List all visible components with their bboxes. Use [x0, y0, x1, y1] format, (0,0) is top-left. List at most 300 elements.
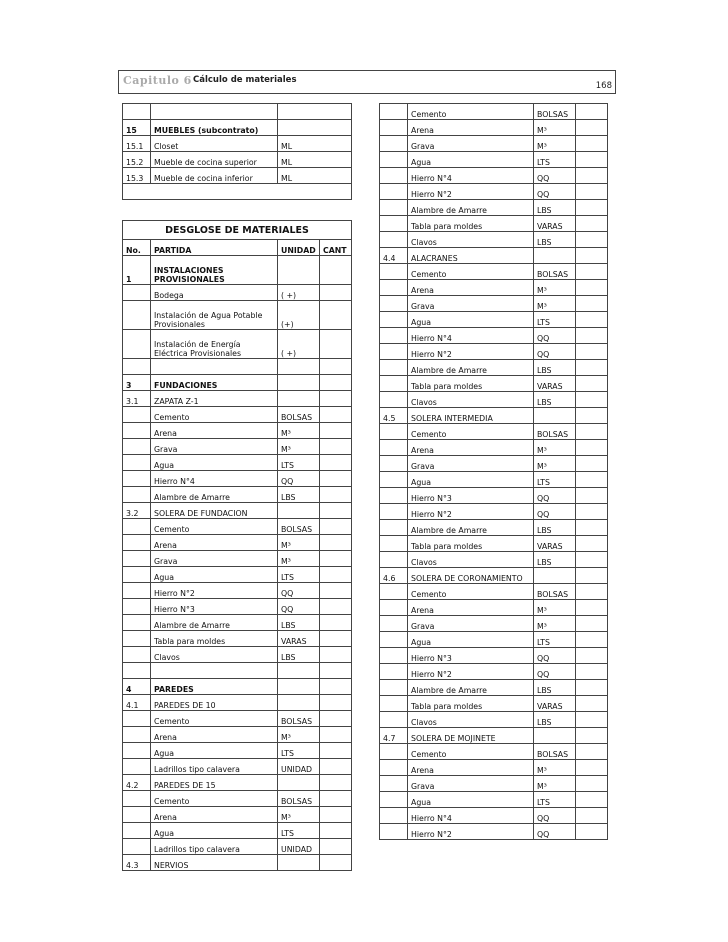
table-row: [380, 456, 608, 472]
row-number: [380, 136, 408, 152]
row-cant: [576, 408, 608, 424]
row-number: [380, 776, 408, 792]
row-cant: [320, 679, 352, 695]
page-number: 168: [595, 81, 612, 91]
row-partida: Grava: [408, 456, 534, 472]
row-partida: Clavos: [408, 392, 534, 408]
row-cant: [320, 599, 352, 615]
row-number: [380, 504, 408, 520]
row-cant: [576, 824, 608, 840]
row-number: 15.1: [123, 136, 151, 152]
row-number: [380, 184, 408, 200]
row-cant: [576, 152, 608, 168]
row-cant: [576, 296, 608, 312]
row-unidad: BOLSAS: [278, 711, 320, 727]
table-row: [380, 104, 608, 120]
row-partida: Grava: [151, 439, 278, 455]
row-number: [380, 712, 408, 728]
row-unidad: [534, 248, 576, 264]
row-partida: Agua: [408, 792, 534, 808]
row-cant: [320, 391, 352, 407]
row-partida: Grava: [408, 776, 534, 792]
row-unidad: ML: [278, 152, 352, 168]
table-row: [123, 471, 352, 487]
row-number: [380, 760, 408, 776]
row-partida: FUNDACIONES: [151, 375, 278, 391]
row-unidad: [278, 359, 320, 375]
row-unidad: M³: [278, 439, 320, 455]
row-partida: Tabla para moldes: [408, 376, 534, 392]
row-unidad: BOLSAS: [534, 584, 576, 600]
row-partida: Agua: [151, 823, 278, 839]
row-number: [380, 456, 408, 472]
row-partida: Alambre de Amarre: [408, 200, 534, 216]
row-unidad: [278, 775, 320, 791]
table-row: [123, 439, 352, 455]
row-number: [123, 423, 151, 439]
table-row: [380, 808, 608, 824]
row-partida: Arena: [408, 120, 534, 136]
row-number: [380, 200, 408, 216]
row-cant: [576, 104, 608, 120]
table-row: [380, 152, 608, 168]
row-unidad: [278, 503, 320, 519]
row-unidad: [278, 104, 352, 120]
row-unidad: ML: [278, 168, 352, 184]
row-number: [380, 616, 408, 632]
row-number: [123, 471, 151, 487]
row-partida: Grava: [408, 296, 534, 312]
table-row: [380, 216, 608, 232]
table-row: [123, 695, 352, 711]
row-unidad: VARAS: [534, 696, 576, 712]
row-partida: Hierro N°2: [408, 504, 534, 520]
table-row: [380, 312, 608, 328]
table-row: [380, 184, 608, 200]
row-cant: [320, 285, 352, 301]
table-row: [123, 487, 352, 503]
row-unidad: QQ: [534, 664, 576, 680]
table-row: [380, 680, 608, 696]
desglose-title: DESGLOSE DE MATERIALES: [123, 221, 352, 240]
row-number: [380, 344, 408, 360]
table-row: [380, 792, 608, 808]
row-number: [123, 663, 151, 679]
table-row: [380, 664, 608, 680]
table-row: [123, 535, 352, 551]
row-partida: SOLERA INTERMEDIA: [408, 408, 534, 424]
row-unidad: [278, 120, 352, 136]
row-unidad: ML: [278, 136, 352, 152]
row-number: [380, 392, 408, 408]
row-partida: Clavos: [408, 712, 534, 728]
row-unidad: M³: [534, 600, 576, 616]
table-row: [123, 727, 352, 743]
row-cant: [320, 487, 352, 503]
row-unidad: LBS: [534, 392, 576, 408]
row-partida: Alambre de Amarre: [151, 487, 278, 503]
row-cant: [576, 264, 608, 280]
row-cant: [576, 248, 608, 264]
row-unidad: M³: [534, 296, 576, 312]
chapter-subtitle: Cálculo de materiales: [193, 75, 297, 85]
table-row: [380, 344, 608, 360]
row-unidad: VARAS: [278, 631, 320, 647]
row-partida: Grava: [408, 616, 534, 632]
row-unidad: LTS: [278, 743, 320, 759]
row-unidad: [278, 663, 320, 679]
row-partida: Tabla para moldes: [408, 216, 534, 232]
row-cant: [320, 567, 352, 583]
table-row: [380, 440, 608, 456]
row-partida: Agua: [151, 455, 278, 471]
row-unidad: QQ: [534, 808, 576, 824]
table-row: [123, 120, 352, 136]
table-row: [123, 679, 352, 695]
row-unidad: LBS: [278, 647, 320, 663]
row-cant: [576, 616, 608, 632]
row-cant: [320, 535, 352, 551]
row-partida: Cemento: [408, 264, 534, 280]
row-partida: Instalación de Agua Potable Provisionales: [151, 301, 278, 330]
col-header-unidad: UNIDAD: [278, 240, 320, 256]
row-number: [123, 285, 151, 301]
row-number: [123, 330, 151, 359]
row-number: [380, 808, 408, 824]
row-number: [380, 104, 408, 120]
row-number: [380, 376, 408, 392]
row-number: [123, 535, 151, 551]
table-row: [380, 824, 608, 840]
table-row: [380, 600, 608, 616]
row-unidad: M³: [534, 456, 576, 472]
row-partida: Hierro N°4: [408, 808, 534, 824]
row-cant: [320, 330, 352, 359]
row-number: [123, 759, 151, 775]
row-number: [380, 552, 408, 568]
row-partida: ALACRANES: [408, 248, 534, 264]
row-partida: Arena: [151, 727, 278, 743]
row-unidad: [534, 408, 576, 424]
row-unidad: LBS: [534, 520, 576, 536]
row-number: [123, 807, 151, 823]
row-partida: Tabla para moldes: [408, 536, 534, 552]
row-partida: Mueble de cocina inferior: [151, 168, 278, 184]
row-unidad: QQ: [534, 824, 576, 840]
table-row: [380, 488, 608, 504]
page-header: [118, 70, 616, 94]
row-partida: ZAPATA Z-1: [151, 391, 278, 407]
chapter-label: Capitulo 6: [123, 74, 192, 87]
row-number: [123, 727, 151, 743]
row-number: [380, 824, 408, 840]
row-number: 4.6: [380, 568, 408, 584]
row-partida: Mueble de cocina superior: [151, 152, 278, 168]
row-cant: [320, 791, 352, 807]
row-cant: [576, 280, 608, 296]
row-number: 1: [123, 256, 151, 285]
row-number: [123, 839, 151, 855]
row-number: [380, 584, 408, 600]
row-partida: Hierro N°2: [151, 583, 278, 599]
row-cant: [576, 680, 608, 696]
row-unidad: LTS: [534, 472, 576, 488]
row-number: [123, 301, 151, 330]
row-number: [380, 632, 408, 648]
row-number: [380, 600, 408, 616]
row-cant: [576, 728, 608, 744]
row-partida: Hierro N°2: [408, 664, 534, 680]
row-unidad: QQ: [534, 648, 576, 664]
row-number: 4.5: [380, 408, 408, 424]
row-unidad: M³: [278, 807, 320, 823]
row-unidad: QQ: [278, 583, 320, 599]
table-row: [380, 648, 608, 664]
row-cant: [320, 256, 352, 285]
row-number: [380, 296, 408, 312]
row-cant: [576, 184, 608, 200]
row-cant: [576, 792, 608, 808]
table-row: [123, 583, 352, 599]
row-unidad: QQ: [534, 328, 576, 344]
row-number: [123, 743, 151, 759]
row-number: [380, 472, 408, 488]
row-number: [380, 680, 408, 696]
row-unidad: UNIDAD: [278, 839, 320, 855]
row-partida: SOLERA DE FUNDACION: [151, 503, 278, 519]
row-cant: [320, 647, 352, 663]
table-row: [123, 104, 352, 120]
row-number: 3.2: [123, 503, 151, 519]
row-partida: Clavos: [408, 552, 534, 568]
row-unidad: LTS: [278, 567, 320, 583]
row-unidad: BOLSAS: [534, 264, 576, 280]
row-unidad: LTS: [534, 792, 576, 808]
row-partida: Clavos: [151, 647, 278, 663]
table-row: [380, 760, 608, 776]
row-partida: Hierro N°4: [151, 471, 278, 487]
row-cant: [576, 664, 608, 680]
row-cant: [576, 200, 608, 216]
row-unidad: LBS: [534, 232, 576, 248]
col-header-cant: CANT: [320, 240, 352, 256]
row-partida: Cemento: [151, 407, 278, 423]
row-unidad: UNIDAD: [278, 759, 320, 775]
table-row: [380, 200, 608, 216]
table-row: [123, 375, 352, 391]
row-cant: [320, 855, 352, 871]
row-number: [123, 359, 151, 375]
row-unidad: [534, 568, 576, 584]
row-unidad: [278, 391, 320, 407]
row-partida: Hierro N°3: [408, 488, 534, 504]
row-cant: [576, 216, 608, 232]
table-row: [123, 407, 352, 423]
row-unidad: [278, 695, 320, 711]
row-unidad: VARAS: [534, 216, 576, 232]
row-number: [380, 536, 408, 552]
table-row: [380, 616, 608, 632]
row-number: [380, 664, 408, 680]
col-header-partida: PARTIDA: [151, 240, 278, 256]
row-cant: [576, 584, 608, 600]
row-cant: [320, 743, 352, 759]
table-row: [380, 376, 608, 392]
row-unidad: M³: [534, 776, 576, 792]
row-partida: Cemento: [151, 711, 278, 727]
row-number: [380, 424, 408, 440]
row-partida: Cemento: [151, 519, 278, 535]
row-number: [380, 696, 408, 712]
row-cant: [320, 615, 352, 631]
row-number: [380, 440, 408, 456]
table-row: [123, 391, 352, 407]
table-row: [380, 360, 608, 376]
row-number: 15: [123, 120, 151, 136]
table-row: [123, 823, 352, 839]
row-unidad: LTS: [278, 455, 320, 471]
row-cant: [576, 136, 608, 152]
row-cant: [576, 520, 608, 536]
row-number: [123, 439, 151, 455]
row-unidad: VARAS: [534, 536, 576, 552]
table-row: [380, 744, 608, 760]
row-number: 4.2: [123, 775, 151, 791]
row-partida: INSTALACIONES PROVISIONALES: [151, 256, 278, 285]
row-partida: PAREDES DE 10: [151, 695, 278, 711]
row-cant: [576, 488, 608, 504]
row-cant: [320, 471, 352, 487]
row-partida: Tabla para moldes: [408, 696, 534, 712]
row-partida: Alambre de Amarre: [408, 520, 534, 536]
row-partida: Cemento: [408, 584, 534, 600]
table-row: [380, 504, 608, 520]
row-cant: [576, 760, 608, 776]
row-cant: [320, 663, 352, 679]
table-row: [123, 551, 352, 567]
table-row: [123, 184, 352, 200]
row-cant: [576, 744, 608, 760]
row-number: [380, 328, 408, 344]
row-partida: MUEBLES (subcontrato): [151, 120, 278, 136]
table-row: [123, 359, 352, 375]
row-cant: [576, 168, 608, 184]
row-unidad: LTS: [278, 823, 320, 839]
row-unidad: QQ: [534, 344, 576, 360]
row-partida: Agua: [408, 632, 534, 648]
row-number: 15.3: [123, 168, 151, 184]
table-row: [380, 136, 608, 152]
row-unidad: QQ: [278, 599, 320, 615]
table-row: [123, 519, 352, 535]
table-row: [123, 256, 352, 285]
table-row: [380, 392, 608, 408]
table-row: [380, 568, 608, 584]
row-partida: Agua: [151, 567, 278, 583]
table-row: [123, 330, 352, 359]
table-row: [123, 807, 352, 823]
row-unidad: BOLSAS: [534, 744, 576, 760]
row-number: 4: [123, 679, 151, 695]
row-cant: [320, 807, 352, 823]
table-row: [380, 168, 608, 184]
muebles-table: [122, 103, 352, 200]
row-unidad: ( +): [278, 330, 320, 359]
row-partida: Grava: [408, 136, 534, 152]
row-number: [123, 487, 151, 503]
table-row: [123, 136, 352, 152]
row-number: [380, 520, 408, 536]
table-row: [380, 552, 608, 568]
row-number: [380, 792, 408, 808]
row-number: [380, 232, 408, 248]
row-partida: Ladrillos tipo calavera: [151, 839, 278, 855]
row-number: 4.7: [380, 728, 408, 744]
table-row: [380, 120, 608, 136]
row-number: [123, 599, 151, 615]
row-number: [380, 120, 408, 136]
row-cant: [576, 456, 608, 472]
row-partida: Bodega: [151, 285, 278, 301]
row-unidad: LBS: [278, 615, 320, 631]
row-number: [123, 519, 151, 535]
row-partida: Grava: [151, 551, 278, 567]
row-partida: Hierro N°3: [408, 648, 534, 664]
row-unidad: M³: [534, 616, 576, 632]
row-number: [380, 312, 408, 328]
row-partida: Clavos: [408, 232, 534, 248]
col-header-no: No.: [123, 240, 151, 256]
table-row: [123, 168, 352, 184]
row-unidad: QQ: [534, 488, 576, 504]
row-cant: [320, 823, 352, 839]
row-number: [123, 407, 151, 423]
table-row: [123, 285, 352, 301]
row-partida: [151, 104, 278, 120]
row-cant: [320, 503, 352, 519]
row-partida: Arena: [151, 807, 278, 823]
row-cant: [320, 455, 352, 471]
row-partida: SOLERA DE CORONAMIENTO: [408, 568, 534, 584]
row-cant: [576, 696, 608, 712]
row-partida: Agua: [408, 152, 534, 168]
row-unidad: [278, 679, 320, 695]
table-row: [380, 424, 608, 440]
row-unidad: BOLSAS: [534, 424, 576, 440]
row-cant: [320, 407, 352, 423]
row-unidad: [534, 728, 576, 744]
row-number: [380, 168, 408, 184]
table-row: [123, 301, 352, 330]
row-unidad: QQ: [534, 184, 576, 200]
row-unidad: VARAS: [534, 376, 576, 392]
row-cant: [320, 375, 352, 391]
table-row: [123, 455, 352, 471]
row-partida: NERVIOS: [151, 855, 278, 871]
table-row: [380, 728, 608, 744]
table-row: [380, 232, 608, 248]
row-cant: [576, 312, 608, 328]
row-number: [123, 455, 151, 471]
desglose-table-continued: [379, 103, 608, 840]
desglose-table: [122, 220, 352, 871]
row-cant: [320, 839, 352, 855]
row-cant: [320, 631, 352, 647]
row-unidad: LBS: [278, 487, 320, 503]
table-row: [123, 663, 352, 679]
row-number: [380, 648, 408, 664]
table-row: [380, 408, 608, 424]
